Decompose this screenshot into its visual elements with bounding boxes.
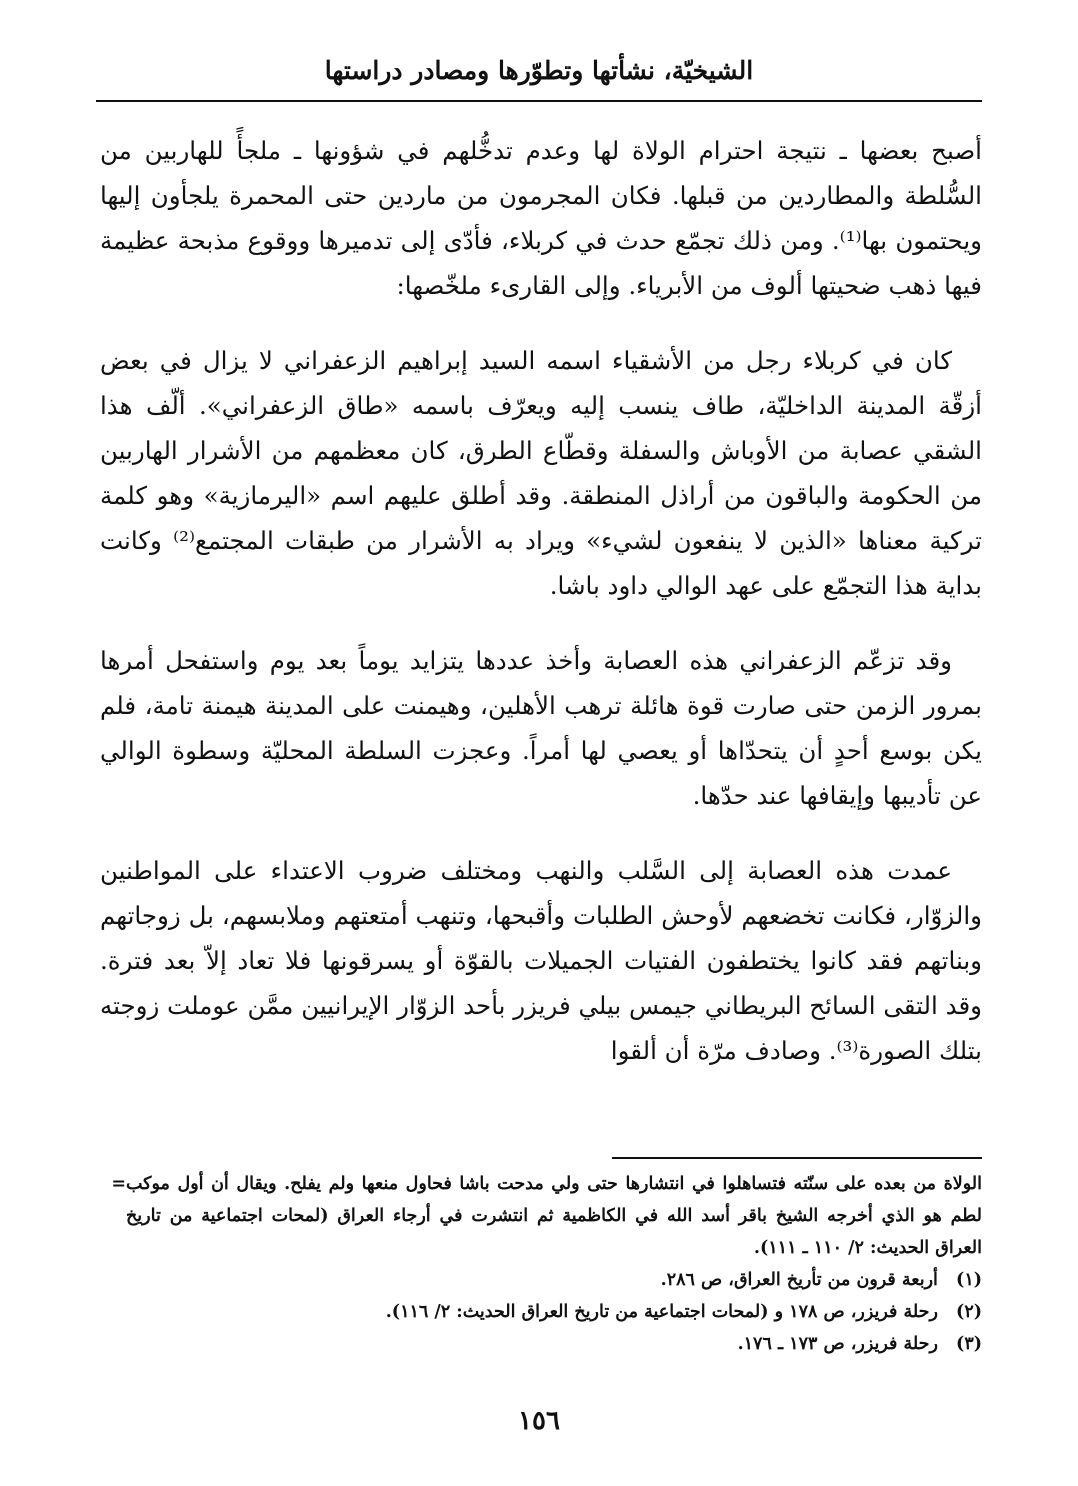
paragraph: كان في كربلاء رجل من الأشقياء اسمه السيد إبراهيم الزعفراني لا يزال في بعض أزقّة المدينة الداخليّة، طاف ينسب إليه ويعرّف باسمه «طاق الزعفراني». ألّف هذا الشقي عصابة من الأوباش والسفلة وقطّاع الطرق، كان معظمهم من الأشرار الهاربين من الحكومة والباقون من أراذل المنطقة. وقد أطلق عليهم اسم «اليرمازية» وهو كلمة تركية معناها «الذين لا ينفعون لشيء» ويراد به الأشرار من طبقات المجتمع⁽²⁾ وكانت بداية هذا التجمّع على عهد الوالي داود باشا. [100, 346, 982, 600]
footnote-2 [100, 1296, 982, 1328]
footnote-number: (٢) [956, 1302, 982, 1322]
running-header: الشيخيّة، نشأتها وتطوّرها ومصادر دراستها [324, 56, 754, 85]
header-rule [96, 100, 982, 102]
page-number: ١٥٦ [518, 1406, 560, 1436]
footnote-text: أربعة قرون من تأريخ العراق، ص ٢٨٦. [660, 1270, 938, 1290]
paragraph: وقد تزعّم الزعفراني هذه العصابة وأخذ عددها يتزايد يوماً بعد يوم واستفحل أمرها بمرور الزمن حتى صارت قوة هائلة ترهب الأهلين، وهيمنت على المدينة هيمنة تامة، فلم يكن بوسع أحدٍ أن يتحدّاها أو يعصي لها أمراً. وعجزت السلطة المحليّة وسطوة الوالي عن تأديبها وإيقافها عند حدّها. [100, 646, 982, 810]
body-text [100, 128, 982, 1103]
footnote-rule [612, 1157, 982, 1159]
footnotes [100, 1168, 982, 1360]
footnote-3 [100, 1328, 982, 1360]
continuation-text: الولاة من بعده على سنّته فتساهلوا في انتشارها حتى ولي مدحت باشا فحاول منعها ولم يفلح. ويقال أن أول موكب لطم هو الذي أخرجه الشيخ باقر أسد الله في الكاظمية ثم انتشرت في أرجاء العراق (لمحات اجتماعية من تاريخ العراق الحديث: ٢/ ١١٠ ـ ١١١). [126, 1174, 982, 1258]
footnote-1 [100, 1264, 982, 1296]
footnote-number: (١) [956, 1270, 982, 1290]
footnote-text: رحلة فريزر، ص ١٧٣ ـ ١٧٦. [737, 1334, 938, 1354]
continuation-mark: = [111, 1174, 126, 1194]
footnote-number: (٣) [956, 1334, 982, 1354]
footnote-text: رحلة فريزر، ص ١٧٨ و (لمحات اجتماعية من تاريخ العراق الحديث: ٢/ ١١٦). [385, 1302, 938, 1322]
paragraph: عمدت هذه العصابة إلى السَّلب والنهب ومختلف ضروب الاعتداء على المواطنين والزوّار، فكانت تخضعهم لأوحش الطلبات وأقبحها، وتنهب أمتعتهم وملابسهم، بل زوجاتهم وبناتهم فقد كانوا يختطفون الفتيات الجميلات بالقوّة أو يسرقونها فلا تعاد إلاّ بعد فترة. وقد التقى السائح البريطاني جيمس بيلي فريزر بأحد الزوّار الإيرانيين ممَّن عوملت زوجته بتلك الصورة⁽³⁾. وصادف مرّة أن ألقوا [99, 856, 982, 1065]
paragraph: أصبح بعضها ـ نتيجة احترام الولاة لها وعدم تدخُّلهم في شؤونها ـ ملجأً للهاربين من السُّلطة والمطاردين من قبلها. فكان المجرمون من ماردين حتى المحمرة يلجأون إليها ويحتمون بها⁽¹⁾. ومن ذلك تجمّع حدث في كربلاء، فأدّى إلى تدميرها ووقوع مذبحة عظيمة فيها ذهب ضحيتها ألوف من الأبرياء. وإلى القارىء ملخّصها: [100, 136, 982, 300]
footnote-continuation [100, 1168, 982, 1264]
